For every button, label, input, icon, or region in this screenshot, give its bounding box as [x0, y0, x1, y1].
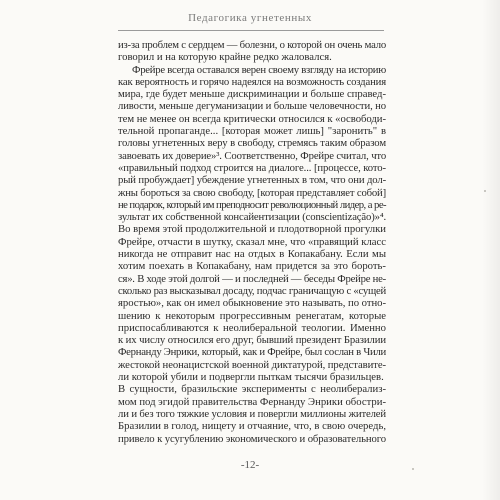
text-line: не подарок, который им преподносит революционный лидер, а ре-: [118, 198, 386, 211]
text-line: ли и без того тяжкие условия и повергли миллионы жителей: [118, 407, 386, 420]
text-line: жны бороться за свою свободу, [которая представляет собой]: [118, 186, 386, 199]
header-rule: [118, 30, 384, 31]
text-line: как вероятность и горячо надеялся на возможность создания: [118, 75, 386, 88]
text-line: приспосабливаются к неолиберальной теологии. Именно: [118, 321, 386, 334]
text-line: хотим поехать в Копакабану, нам придется за это бороть-: [118, 260, 386, 273]
body-text: [118, 39, 386, 445]
text-line: ливости, меньше дегуманизации и больше человечности, но: [118, 100, 386, 113]
text-line: тем не менее он всегда критически относился к «освободи-: [118, 112, 386, 125]
text-line: Фрейре, отчасти в шутку, сказал мне, что «правящий класс: [118, 235, 387, 248]
text-line: ли которой убили и подвергли пыткам тысячи бразильцев.: [118, 371, 384, 384]
paper-speck: [412, 468, 414, 470]
text-line: тельной пропаганде... [которая может лишь] "заронить" в: [118, 125, 386, 138]
text-line: мира, где будет меньше дискриминации и больше справед-: [118, 88, 386, 101]
text-line: яростью», как он имел обыкновение это называть, по отно-: [118, 297, 386, 310]
running-head: Педагогика угнетенных: [188, 12, 312, 24]
text-line: из-за проблем с сердцем — болезни, о которой он очень мало: [118, 39, 386, 51]
text-line: завоевать их доверие»³. Соответственно, Фрейре считал, что: [118, 149, 387, 162]
text-line: говорил и на которую крайне редко жаловался.: [118, 51, 332, 64]
text-line: рый пробуждает] убеждение угнетенных в том, что они дол-: [118, 174, 387, 187]
text-line: В сущности, бразильские эксперименты с неолиберализ-: [118, 383, 386, 396]
text-line: привело к усугублению экономического и образовательного: [118, 432, 387, 445]
text-line: Бразилии в голод, нищету и отчаяние, что, в свою очередь,: [118, 420, 386, 433]
text-line: к их числу относился его друг, бывший президент Бразилии: [118, 334, 386, 347]
page-number: -12-: [240, 459, 260, 471]
text-line: сколько раз высказывал досаду, подчас граничащую с «сущей: [118, 284, 386, 297]
text-line: жестокой неонацистской военной диктатурой, представите-: [118, 358, 386, 371]
text-line: Фернанду Энрики, который, как и Фрейре, был сослан в Чили: [118, 346, 386, 359]
text-line: шению к некоторым прогрессивным ренегатам, которые: [118, 309, 386, 322]
text-line: «правильный подход строится на диалоге... [процессе, кото-: [118, 161, 386, 174]
page-edge-shadow: [482, 0, 500, 500]
text-line: никогда не отправит нас на отдых в Копакабану. Если мы: [118, 248, 386, 261]
paper-speck: [484, 190, 486, 192]
text-line: мом под эгидой правительства Фернанду Энрики обостри-: [118, 395, 386, 408]
text-line: ся». В ходе этой долгой — и последней — беседы Фрейре не-: [118, 272, 387, 285]
text-line: Фрейре всегда оставался верен своему взгляду на историю: [132, 63, 387, 76]
text-line: зультат их собственной консайентизации (conscientização)»⁴.: [118, 211, 386, 224]
text-line: Во время этой продолжительной и плодотворной прогулки: [118, 223, 386, 236]
text-line: головы угнетенных веру в свободу, стремясь таким образом: [118, 137, 386, 150]
